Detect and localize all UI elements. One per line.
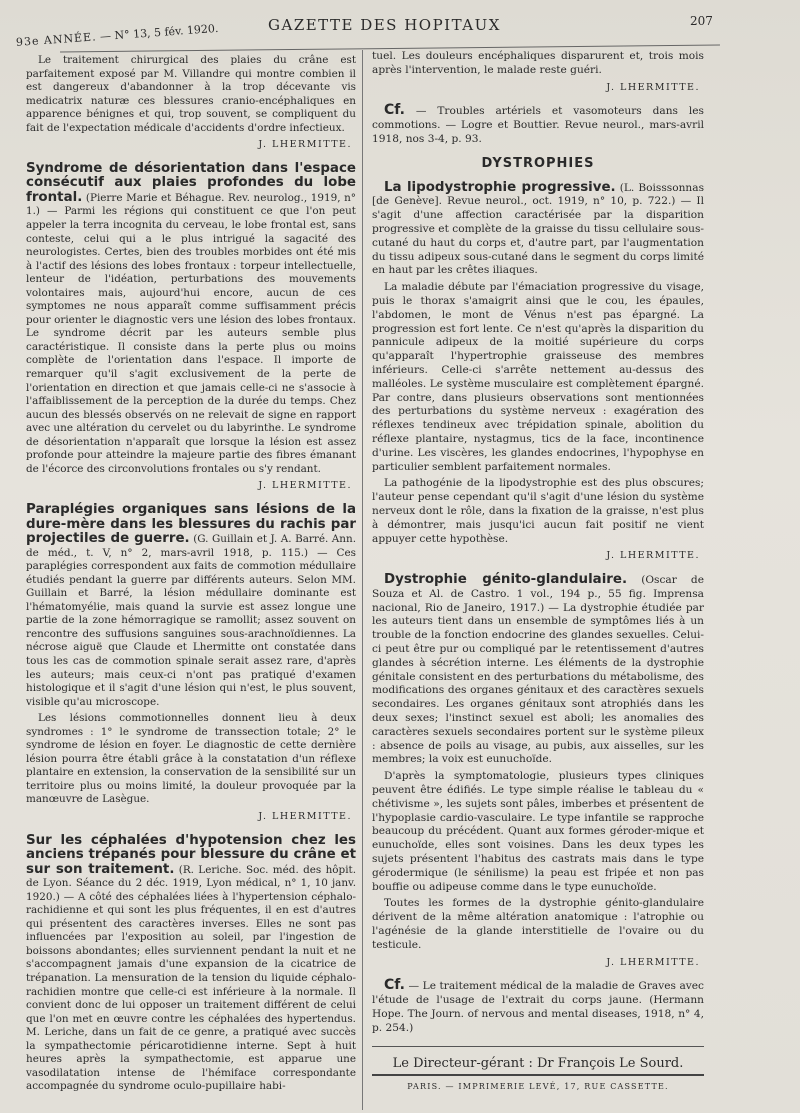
article-text: (G. Guillain et J. A. Barré. Ann. de méd., t. V, n° 2, mars-avril 1918, p. 115.) — Ces paraplégies correspondent aux faits de commotion médullaire étudiés pendant la guerre par différents auteurs. Selon MM. Guillain et Barré, la lésion médullaire dominante est l'hématomyélie, mais quand la survie est assez longue une partie de la zone hémorragique se ramollit; assez souvent on rencontre des suffusions sanguines sous-arachnoïdiennes. La nécrose aiguë que Claude et Lhermitte ont constatée dans tous les cas de commotion spinale serait assez rare, d'après les auteurs; mais ceux-ci n'ont pas pratiqué d'examen histologique et il s'agit d'une lésion qui n'est, le plus souvent, visible qu'au microscope.: [26, 533, 356, 708]
article-title: Sur les céphalées d'hypotension chez les anciens trépanés pour blessure du crâne et sur son traitement.: [26, 832, 356, 877]
cf-note-graves: [372, 979, 704, 1035]
printer-line: PARIS. — IMPRIMERIE LEVÉ, 17, RUE CASSETTE.: [407, 1082, 669, 1092]
article-paragraph: La maladie débute par l'émaciation progressive du visage, puis le thorax s'amaigrit ainsi que le cou, les épaules, l'abdomen, le mont de Vénus n'est pas épargné. La progression est fort lente. Ce n'est qu'après la disparition du pannicule adipeux de la moitié supérieure du corps qu'apparaît l'hypertrophie graisseuse des membres inférieurs. Celle-ci s'arrête nettement au-dessus des malléoles. Le système musculaire est complètement épargné. Par contre, dans plusieurs observations sont mentionnées des perturbations du système nerveux : exagération des réflexes tendineux avec trépidation spinale, abolition du réflexe plantaire, nystagmus, tics de la face, incontinence d'urine. Les viscères, les glandes endocrines, l'hypophyse en particulier semblent parfaitement normales.: [372, 281, 704, 473]
article-paragraph: Les lésions commotionnelles donnent lieu à deux syndromes : 1° le syndrome de transsection totale; 2° le syndrome de lésion en foyer. Le diagnostic de cette dernière lésion pourra être établi grâce à la constatation d'un réflexe plantaire en extension, la conservation de la sensibilité sur un territoire plus ou moins limité, la douleur provoquée par la manœuvre de Lasègue.: [26, 712, 356, 806]
article-title: Syndrome de désorientation dans l'espace consécutif aux plaies profondes du lobe frontal.: [26, 160, 356, 205]
journal-title: GAZETTE DES HOPITAUX: [268, 16, 501, 34]
continuation-text: tuel. Les douleurs encéphaliques disparurent et, trois mois après l'intervention, le malade reste guéri.: [372, 50, 704, 76]
intro-text: Le traitement chirurgical des plaies du crâne est parfaitement exposé par M. Villandre qui montre combien il est dangereux d'abandonner à la trop décevante vis medicatrix naturæ ces blessures cranio-encéphaliques en apparence bénignes et qui, trop souvent, se compliquent du fait de l'expectation médicale d'accidents d'ordre infectieux.: [26, 54, 356, 134]
article-title: La lipodystrophie progressive.: [384, 179, 616, 195]
cf-text: — Troubles artériels et vasomoteurs dans les commotions. — Logre et Bouttier. Revue neurol., mars-avril 1918, nos 3-4, p. 93.: [372, 105, 704, 145]
section-heading: DYSTROPHIES: [481, 155, 595, 171]
article-paragraph: La pathogénie de la lipodystrophie est des plus obscures; l'auteur pense cependant qu'il s'agit d'une lésion du système nerveux dont le rôle, dans la fixation de la graisse, n'est plus à démontrer, mais jusqu'ici aucun fait positif ne vient appuyer cette hypothèse.: [372, 477, 704, 545]
issue-number: — N° 13, 5 fév. 1920.: [99, 21, 219, 44]
director-line: Le Directeur-gérant : Dr François Le Sourd.: [392, 1055, 684, 1071]
article-lipodystrophie: [372, 181, 704, 564]
column-divider: [362, 50, 363, 1110]
issue-line: [16, 22, 219, 49]
article-continuation: [372, 50, 704, 94]
year-label: 93e ANNÉE.: [15, 30, 98, 49]
cf-note-commotions: [372, 104, 704, 146]
cf-label: Cf.: [384, 977, 405, 994]
signature: J. LHERMITTE.: [606, 550, 700, 562]
footer-rule: [372, 1046, 704, 1047]
left-column: [26, 54, 356, 1104]
right-column: [372, 50, 704, 1094]
signature: J. LHERMITTE.: [258, 810, 352, 822]
article-paragraph: D'après la symptomatologie, plusieurs types cliniques peuvent être édifiés. Le type simple réalise le tableau du « chétivisme », les sujets sont pâles, imberbes et présentent de l'hypoplasie cardio-vasculaire. Le type infantile se rapproche beaucoup du précédent. Quant aux formes géroder-mique et eunuchoïde, elles sont voisines. Dans les deux types les sujets présentent l'habitus des castrats mais dans le type gérodermique (le sénilisme) la peau est fripée et non pas bouffie ou adipeuse comme dans le type eunuchoïde.: [372, 770, 704, 893]
article-paragraph: Toutes les formes de la dystrophie génito-glandulaire dérivent de la même altération anatomique : l'atrophie ou l'agénésie de la glande interstitielle de l'ovaire ou du testicule.: [372, 897, 704, 951]
footer-rule-thick: [372, 1074, 704, 1076]
article-desorientation: [26, 162, 356, 493]
article-title: Paraplégies organiques sans lésions de la dure-mère dans les blessures du rachis par projectiles de guerre.: [26, 501, 356, 547]
signature: J. LHERMITTE.: [258, 139, 352, 151]
signature: J. LHERMITTE.: [258, 480, 352, 492]
cf-label: Cf.: [384, 102, 405, 119]
article-text: (R. Leriche. Soc. méd. des hôpit. de Lyon. Séance du 2 déc. 1919, Lyon médical, n° 1, 10 janv. 1920.) — A côté des céphalées liées à l'hypertension céphalo-rachidienne et qui sont les plus fréquentes, il en est d'autres qui présentent des caractères inverses. Elles ne sont pas influencées par l'exposition au soleil, par l'ingestion de boissons abondantes; elles surviennent pendant la nuit et ne s'accompagnent jamais d'une expansion de la cicatrice de trépanation. La mensuration de la tension du liquide céphalo-rachidien montre que celle-ci est inférieure à la normale. Il convient donc de lui opposer un traitement différent de celui que l'on met en œuvre contre les céphalées des hypertendus. M. Leriche, dans un fait de ce genre, a pratiqué avec succès la sympathectomie péricarotidienne interne. Sept à huit heures après la sympathectomie, est apparue une vasodilatation intense de l'hémiface correspondante accompagnée du syndrome oculo-pupillaire habi-: [26, 863, 356, 1093]
cf-text: — Le traitement médical de la maladie de Graves avec l'étude de l'usage de l'extrait du corps jaune. (Hermann Hope. The Journ. of nervous and mental diseases, 1918, n° 4, p. 254.): [372, 980, 704, 1034]
article-dystrophie-genito: [372, 573, 704, 969]
article-text: (Oscar de Souza et Al. de Castro. 1 vol., 194 p., 55 fig. Imprensa nacional, Rio de Janeiro, 1917.) — La dystrophie étudiée par les auteurs tient dans un ensemble de symptômes liés à un trouble de la fonction endocrine des glandes sexuelles. Celui-ci peut être pur ou compliqué par le retentissement d'autres glandes à sécrétion interne. Les éléments de la dystrophie génitale consistent en des perturbations du métabolisme, des modifications des organes génitaux et des caractères sexuels secondaires. Les organes génitaux sont atrophiés dans les deux sexes; l'instinct sexuel est aboli; les anomalies des caractères sexuels secondaires portent sur le système pileux : absence de poils au visage, au pubis, aux aisselles, sur les membres; la voix est eunuchoïde.: [372, 574, 704, 766]
page-number: 207: [690, 14, 713, 28]
signature: J. LHERMITTE.: [606, 956, 700, 968]
article-paraplegies: [26, 503, 356, 824]
article-text: (Pierre Marie et Béhague. Rev. neurolog., 1919, n° 1.) — Parmi les régions qui constituent ce que l'on peut appeler la terra incognita du cerveau, le lobe frontal est, sans conteste, celui qui a le plus intrigué la sagacité des neurologistes. Certes, bien des troubles morbides ont été mis à l'actif des lésions des lobes frontaux : torpeur intellectuelle, lenteur de l'idéation, perturbations des mouvements volontaires mais, aujourd'hui encore, aucun de ces symptomes ne nous apparaît comme suffisamment précis pour orienter le diagnostic vers une lésion des lobes frontaux. Le syndrome décrit par les auteurs semble plus caractéristique. Il consiste dans la perte plus ou moins complète de l'orientation dans l'espace. Il importe de remarquer qu'il s'agit exclusivement de la perte de l'orientation en direction et que jamais celle-ci ne s'associe à l'affaiblissement de la perception de la durée du temps. Chez aucun des blessés observés on ne relevait de signe en rapport avec une altération du cervelet ou du labyrinthe. Le syndrome de désorientation n'apparaît que lorsque la lésion est assez profonde pour atteindre la majeure partie des fibres émanant de l'écorce des circonvolutions frontales ou s'y rendant.: [26, 191, 356, 475]
article-title: Dystrophie génito-glandulaire.: [384, 572, 628, 588]
signature: J. LHERMITTE.: [606, 81, 700, 93]
article-cephalees: [26, 834, 356, 1094]
article-text: (L. Boisssonnas [de Genève]. Revue neurol., oct. 1919, n° 10, p. 722.) — Il s'agit d'une affection caractérisée par la disparition progressive et complète de la graisse du tissu cellulaire sous-cutané du haut du corps et, d'autre part, par l'augmentation du tissu adipeux sous-cutané dans le segment du corps limité en haut par les crêtes iliaques.: [372, 181, 705, 277]
article-intro: [26, 54, 356, 152]
